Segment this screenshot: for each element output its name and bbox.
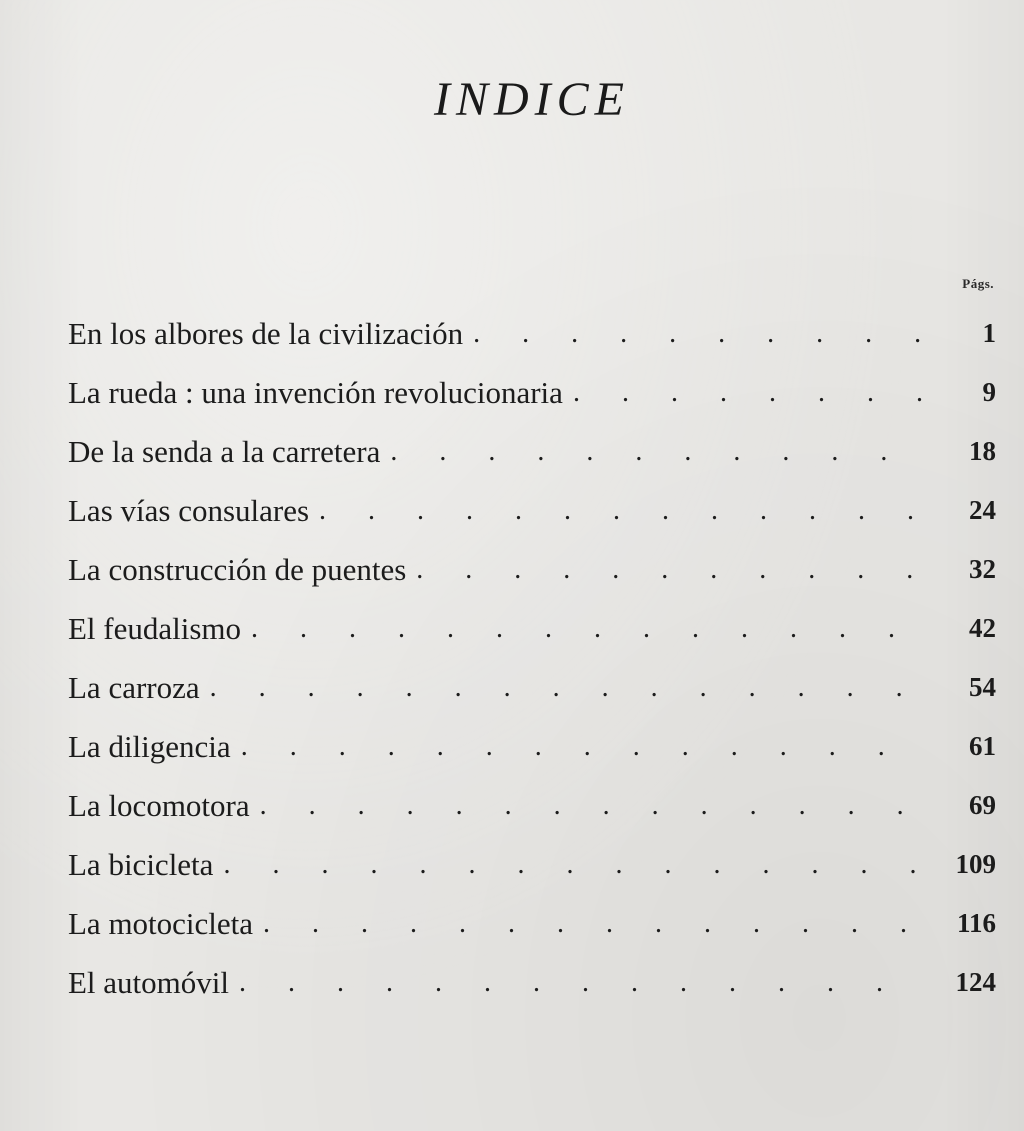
toc-entry-title: La rueda : una invención revolucionaria bbox=[68, 375, 563, 410]
toc-entry bbox=[68, 717, 996, 776]
toc-entry-page: 32 bbox=[969, 554, 996, 584]
toc-entry-title: La bicicleta bbox=[68, 847, 214, 882]
dot-leader bbox=[241, 733, 922, 761]
dot-leader bbox=[319, 497, 922, 525]
dot-leader bbox=[210, 674, 922, 702]
toc-entry bbox=[68, 776, 996, 835]
toc-entry-page: 116 bbox=[956, 908, 996, 938]
dot-leader bbox=[473, 320, 922, 348]
toc-entry bbox=[68, 599, 996, 658]
toc-entry-page: 9 bbox=[982, 377, 996, 407]
toc-entry-page: 1 bbox=[982, 318, 996, 348]
toc-entry bbox=[68, 658, 996, 717]
toc-entry-title: El automóvil bbox=[68, 965, 230, 1000]
toc-entry-page: 61 bbox=[969, 731, 996, 761]
dot-leader bbox=[260, 792, 922, 820]
toc-entry-page: 69 bbox=[969, 790, 996, 820]
dot-leader bbox=[416, 556, 922, 584]
toc-entry bbox=[68, 953, 996, 1012]
toc-entry-page: 124 bbox=[955, 967, 996, 997]
table-of-contents bbox=[68, 304, 996, 1012]
toc-entry bbox=[68, 481, 996, 540]
pages-column-header: Págs. bbox=[962, 276, 994, 291]
toc-entry-title: La diligencia bbox=[68, 729, 231, 764]
dot-leader bbox=[573, 379, 922, 407]
toc-entry bbox=[68, 304, 996, 363]
toc-entry bbox=[68, 363, 996, 422]
toc-entry-page: 18 bbox=[969, 436, 996, 466]
dot-leader bbox=[223, 851, 922, 879]
toc-entry-title: En los albores de la civilización bbox=[68, 316, 464, 351]
toc-entry-title: Las vías consulares bbox=[68, 493, 310, 528]
toc-entry-title: La carroza bbox=[68, 670, 200, 705]
dot-leader bbox=[263, 910, 922, 938]
toc-entry-title: La construcción de puentes bbox=[68, 552, 407, 587]
toc-entry bbox=[68, 422, 996, 481]
toc-entry-page: 42 bbox=[969, 613, 996, 643]
toc-entry-title: La motocicleta bbox=[68, 906, 254, 941]
toc-entry-page: 54 bbox=[969, 672, 996, 702]
page-title: INDICE bbox=[434, 73, 630, 126]
dot-leader bbox=[239, 969, 922, 997]
toc-entry-page: 109 bbox=[955, 849, 996, 879]
toc-entry bbox=[68, 540, 996, 599]
toc-entry-title: El feudalismo bbox=[68, 611, 242, 646]
toc-entry-title: La locomotora bbox=[68, 788, 250, 823]
dot-leader bbox=[390, 438, 922, 466]
dot-leader bbox=[251, 615, 922, 643]
toc-entry bbox=[68, 894, 996, 953]
toc-entry bbox=[68, 835, 996, 894]
toc-entry-page: 24 bbox=[969, 495, 996, 525]
toc-entry-title: De la senda a la carretera bbox=[68, 434, 381, 469]
